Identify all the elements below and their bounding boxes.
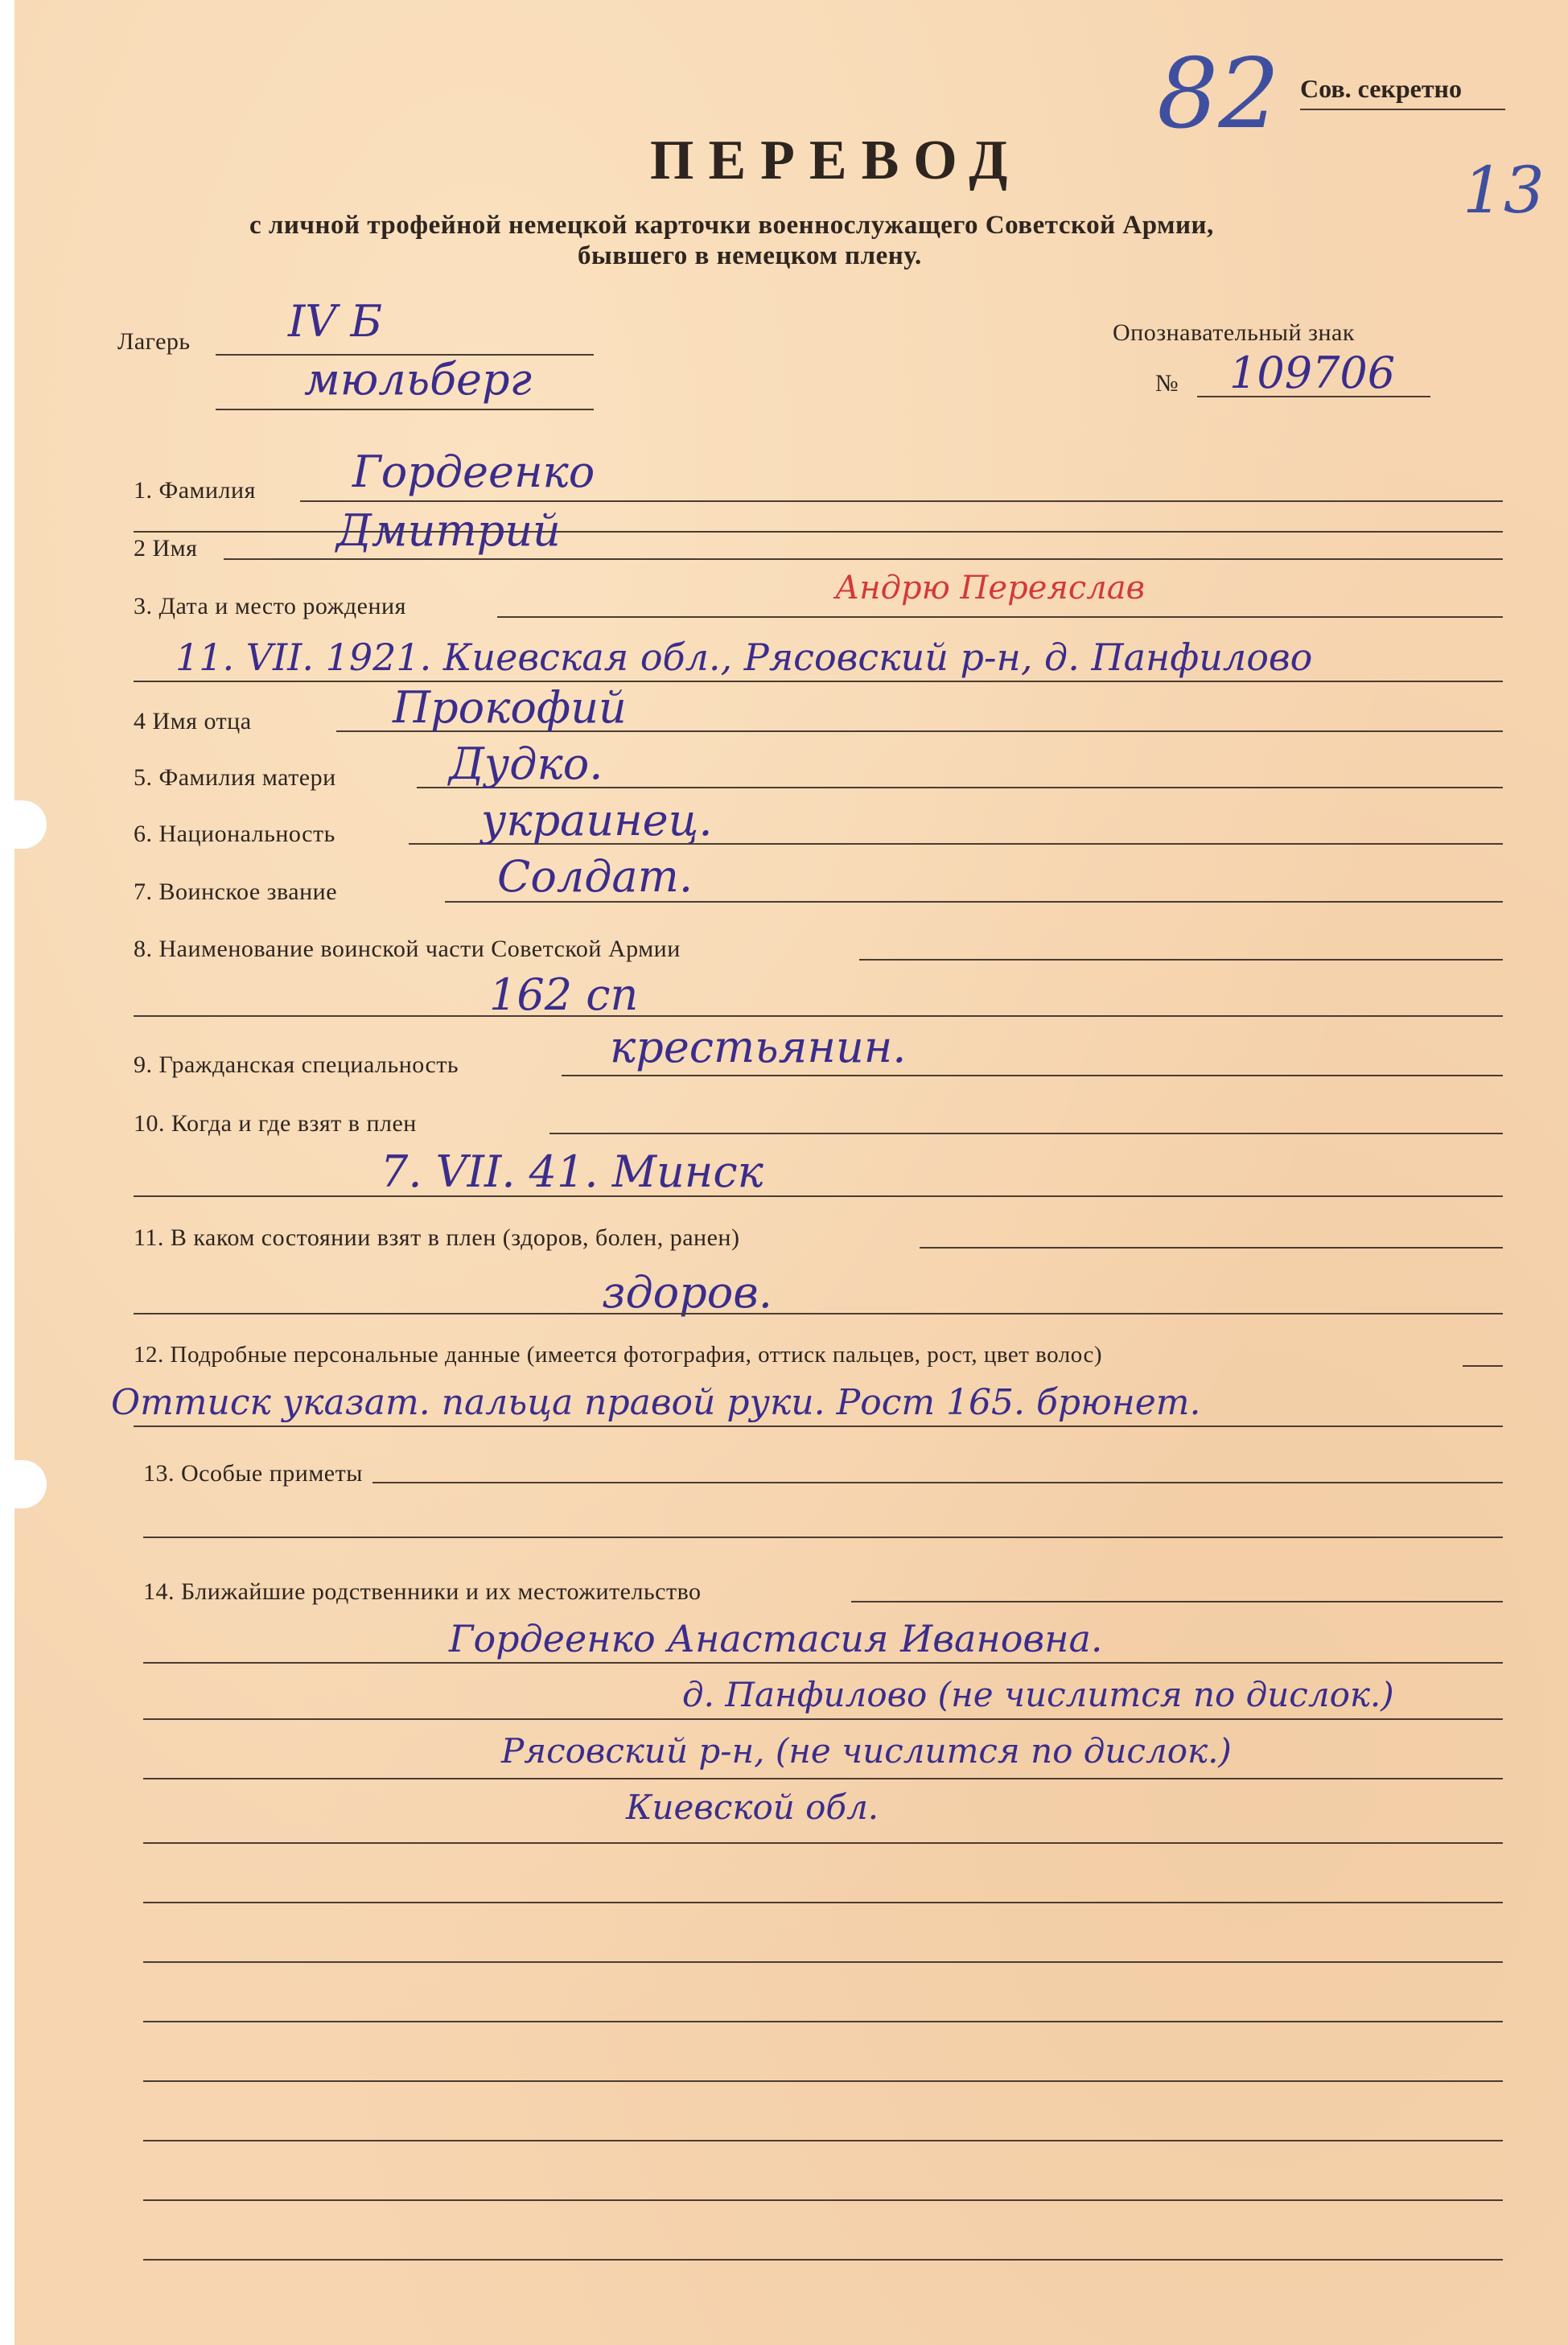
- field-birth-line-2: [134, 681, 1503, 682]
- field-condition-value: здоров.: [602, 1267, 772, 1318]
- rule-14-5: [143, 1902, 1503, 1903]
- field-rank-label: 7. Воинское звание: [134, 878, 338, 905]
- field-mother-value: Дудко.: [449, 738, 603, 789]
- field-birth-note: Андрю Переяслав: [835, 570, 1145, 607]
- field-relatives-line: [851, 1601, 1503, 1602]
- field-name-value: Дмитрий: [336, 505, 561, 556]
- handwritten-number: 82: [1157, 39, 1280, 150]
- rule-14-10: [143, 2199, 1503, 2201]
- field-rank-value: Солдат.: [497, 851, 693, 902]
- field-captured-line: [549, 1133, 1503, 1134]
- field-marks-label: 13. Особые приметы: [143, 1460, 363, 1487]
- secret-stamp: Сов. секретно: [1300, 74, 1462, 103]
- field-captured-line-2: [134, 1195, 1503, 1197]
- rule-14-9: [143, 2140, 1503, 2141]
- rule-14-4: [143, 1842, 1503, 1844]
- document-title: ПЕРЕВОД: [650, 130, 1023, 191]
- field-birth-line: [497, 616, 1503, 618]
- field-details-label: 12. Подробные персональные данные (имеется фотография, оттиск пальцев, рост, цвет волос): [134, 1342, 1102, 1368]
- field-nationality-value: украинец.: [481, 795, 713, 845]
- field-condition-label: 11. В каком состоянии взят в плен (здоров, болен, ранен): [134, 1224, 740, 1251]
- rule-14-6: [143, 1961, 1503, 1963]
- field-captured-label: 10. Когда и где взят в плен: [134, 1110, 417, 1137]
- field-marks-line: [372, 1482, 1503, 1483]
- field-birth-value: 11. VII. 1921. Киевская обл., Рясовский р-н, д. Панфилово: [175, 636, 1313, 679]
- punch-hole-bottom: [14, 1460, 47, 1508]
- document-sheet: [14, 0, 1568, 2345]
- field-birth-label: 3. Дата и место рождения: [134, 593, 406, 619]
- document-subtitle-line1: с личной трофейной немецкой карточки военнослужащего Советской Армии,: [249, 211, 1214, 240]
- rule-14-2: [143, 1718, 1503, 1720]
- field-unit-line: [859, 959, 1503, 961]
- camp-line-2: [216, 409, 594, 410]
- tag-number-label: №: [1155, 370, 1179, 397]
- rule-14-1: [143, 1662, 1503, 1664]
- field-unit-line-2: [134, 1015, 1503, 1017]
- field-surname-label: 1. Фамилия: [134, 477, 256, 504]
- punch-hole-top: [14, 800, 47, 849]
- document-subtitle-line2: бывшего в немецком плену.: [578, 241, 922, 270]
- field-name-line: [224, 558, 1503, 560]
- tag-value: 109706: [1229, 348, 1396, 398]
- field-relatives-value-2: д. Панфилово (не числится по дислок.): [682, 1675, 1394, 1714]
- field-marks-line-2: [143, 1537, 1503, 1538]
- tag-label: Опознавательный знак: [1113, 319, 1355, 346]
- field-profession-label: 9. Гражданская специальность: [134, 1051, 459, 1078]
- field-relatives-value-4: Киевской обл.: [626, 1788, 879, 1827]
- field-relatives-value-3: Рясовский р-н, (не числится по дислок.): [501, 1731, 1232, 1771]
- field-father-value: Прокофий: [393, 682, 627, 733]
- field-relatives-value-1: Гордеенко Анастасия Ивановна.: [449, 1617, 1103, 1660]
- handwritten-mark: 13: [1463, 153, 1545, 228]
- field-details-line: [1463, 1365, 1503, 1367]
- field-surname-line: [300, 500, 1503, 502]
- field-profession-value: крестьянин.: [610, 1022, 907, 1072]
- field-unit-label: 8. Наименование воинской части Советской Армии: [134, 936, 681, 962]
- field-father-label: 4 Имя отца: [134, 708, 252, 734]
- field-name-label: 2 Имя: [134, 535, 198, 562]
- secret-underline: [1300, 109, 1505, 110]
- field-relatives-label: 14. Ближайшие родственники и их местожительство: [143, 1578, 702, 1605]
- field-details-value: Оттиск указат. пальца правой руки. Рост 165. брюнет.: [111, 1382, 1201, 1423]
- rule-14-8: [143, 2080, 1503, 2082]
- field-nationality-label: 6. Национальность: [134, 821, 335, 847]
- field-unit-value: 162 сп: [489, 969, 639, 1020]
- field-condition-line-2: [134, 1313, 1503, 1314]
- field-surname-value: Гордеенко: [352, 446, 595, 497]
- field-captured-value: 7. VII. 41. Минск: [381, 1146, 763, 1197]
- rule-14-11: [143, 2259, 1503, 2261]
- field-mother-label: 5. Фамилия матери: [134, 764, 336, 791]
- rule-14-7: [143, 2021, 1503, 2022]
- field-details-line-2: [134, 1426, 1503, 1427]
- camp-value-2: мюльберг: [304, 354, 532, 405]
- field-condition-line: [920, 1247, 1503, 1249]
- rule-14-3: [143, 1778, 1503, 1779]
- camp-value-1: IV Б: [288, 296, 383, 347]
- field-profession-line: [562, 1075, 1503, 1076]
- camp-label: Лагерь: [117, 328, 191, 355]
